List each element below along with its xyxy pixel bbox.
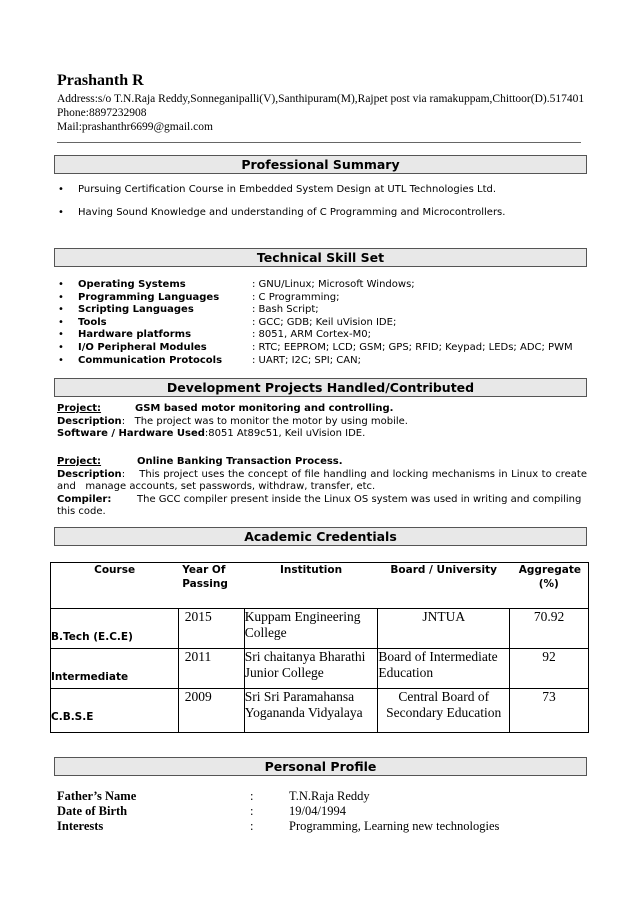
skill-item: • Operating Systems : GNU/Linux; Microsoft Windows; bbox=[58, 279, 415, 290]
skill-item: • Tools : GCC; GDB; Keil uVision IDE; bbox=[58, 316, 397, 328]
phone-line: Phone:8897232908 bbox=[57, 107, 147, 119]
aggregate-cell: 70.92 bbox=[510, 609, 589, 649]
institution-cell: Kuppam Engineering College bbox=[244, 609, 378, 649]
skill-item: • Communication Protocols : UART; I2C; SPI; CAN; bbox=[58, 354, 361, 366]
course-cell: Intermediate bbox=[51, 649, 179, 689]
course-cell: C.B.S.E bbox=[51, 689, 179, 733]
section-professional-summary: Professional Summary bbox=[54, 155, 587, 174]
candidate-name: Prashanth R bbox=[57, 72, 144, 89]
profile-colon: : bbox=[250, 789, 254, 803]
board-cell: Central Board of Secondary Education bbox=[378, 689, 510, 733]
header-aggregate: Aggregate (%) bbox=[510, 563, 589, 609]
project-1 bbox=[57, 403, 587, 441]
profile-value: 19/04/1994 bbox=[289, 804, 346, 818]
header-board: Board / University bbox=[378, 563, 510, 609]
profile-value: Programming, Learning new technologies bbox=[289, 819, 500, 833]
skill-item: • Scripting Languages : Bash Script; bbox=[58, 304, 319, 316]
header-course: Course bbox=[51, 563, 179, 609]
summary-list bbox=[58, 184, 505, 218]
summary-item: • Having Sound Knowledge and understanding of C Programming and Microcontrollers. bbox=[58, 207, 506, 218]
description-label: Description bbox=[57, 415, 122, 427]
project-title: Online Banking Transaction Process. bbox=[137, 456, 343, 467]
skill-item: • Hardware platforms : 8051, ARM Cortex-M0; bbox=[58, 329, 371, 341]
mail-line: Mail:prashanthr6699@gmail.com bbox=[57, 121, 213, 133]
section-development-projects: Development Projects Handled/Contributed bbox=[54, 378, 587, 397]
project-2 bbox=[57, 456, 591, 519]
header-year: Year Of Passing bbox=[178, 563, 244, 609]
course-cell: B.Tech (E.C.E) bbox=[51, 609, 179, 649]
aggregate-cell: 73 bbox=[510, 689, 589, 733]
section-technical-skill-set: Technical Skill Set bbox=[54, 248, 587, 267]
board-cell: Board of Intermediate Education bbox=[378, 649, 510, 689]
academic-table bbox=[50, 562, 589, 733]
project-title: GSM based motor monitoring and controlling. bbox=[135, 403, 394, 414]
project-label: Project: bbox=[57, 403, 102, 414]
section-personal-profile: Personal Profile bbox=[54, 757, 587, 776]
year-cell: 2015 bbox=[178, 609, 244, 649]
skill-list bbox=[58, 279, 598, 367]
description-label: Description bbox=[57, 468, 122, 480]
software-hardware-label: Software / Hardware Used bbox=[57, 428, 205, 439]
table-row bbox=[51, 689, 589, 733]
profile-colon: : bbox=[250, 819, 254, 833]
resume-header bbox=[57, 72, 587, 134]
year-cell: 2009 bbox=[178, 689, 244, 733]
profile-label: Interests bbox=[57, 819, 104, 833]
compiler-label: Compiler: bbox=[57, 493, 112, 505]
profile-label: Father’s Name bbox=[57, 789, 137, 803]
table-row bbox=[51, 649, 589, 689]
profile-label: Date of Birth bbox=[57, 804, 128, 818]
description-text: : This project uses the concept of file handling and locking mechanisms in Linux to create and manage accounts, set passwords, withdraw, transfer, etc. bbox=[57, 468, 591, 492]
header-divider bbox=[57, 142, 581, 143]
aggregate-cell: 92 bbox=[510, 649, 589, 689]
skill-item: • I/O Peripheral Modules : RTC; EEPROM; LCD; GSM; GPS; RFID; Keypad; LEDs; ADC; PWM bbox=[58, 341, 573, 353]
summary-item: • Pursuing Certification Course in Embedded System Design at UTL Technologies Ltd. bbox=[58, 184, 497, 195]
project-label: Project: bbox=[57, 456, 102, 467]
institution-cell: Sri chaitanya Bharathi Junior College bbox=[244, 649, 378, 689]
header-institution: Institution bbox=[244, 563, 378, 609]
description-text: : The project was to monitor the motor by using mobile. bbox=[121, 415, 408, 427]
table-header-row bbox=[51, 563, 589, 609]
skill-item: • Programming Languages : C Programming; bbox=[58, 291, 340, 303]
software-hardware-text: :8051 At89c51, Keil uVision IDE. bbox=[204, 428, 366, 439]
section-academic-credentials: Academic Credentials bbox=[54, 527, 587, 546]
compiler-text: The GCC compiler present inside the Linux OS system was used in writing and compiling this code. bbox=[57, 493, 582, 517]
address-line: Address:s/o T.N.Raja Reddy,Sonneganipalli(V),Santhipuram(M),Rajpet post via ramakuppam,Chittoor(D).517401 bbox=[57, 93, 585, 105]
profile-colon: : bbox=[250, 804, 254, 818]
year-cell: 2011 bbox=[178, 649, 244, 689]
institution-cell: Sri Sri Paramahansa Yogananda Vidyalaya bbox=[244, 689, 378, 733]
profile-value: T.N.Raja Reddy bbox=[289, 789, 370, 803]
table-row bbox=[51, 609, 589, 649]
board-cell: JNTUA bbox=[378, 609, 510, 649]
